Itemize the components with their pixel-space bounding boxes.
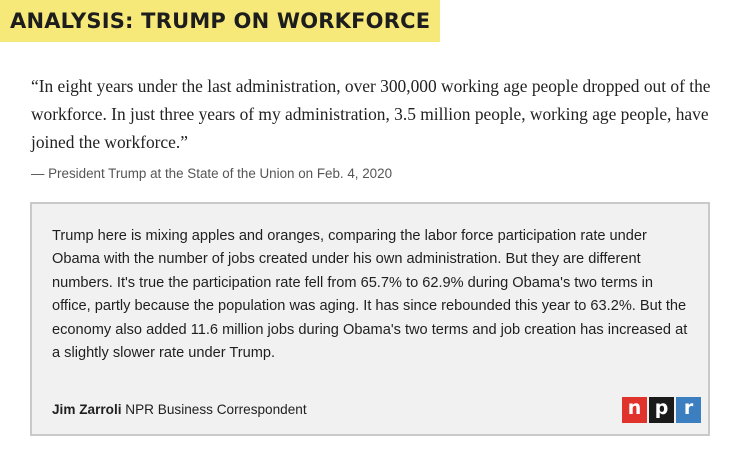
quote-attribution: — President Trump at the State of the Union on Feb. 4, 2020 xyxy=(31,166,393,181)
author-title: NPR Business Correspondent xyxy=(125,402,307,417)
npr-logo-letter-r: r xyxy=(676,397,701,423)
author-name: Jim Zarroli xyxy=(52,402,122,417)
banner-title: ANALYSIS: TRUMP ON WORKFORCE xyxy=(10,9,431,33)
npr-logo-icon xyxy=(622,397,701,423)
quote-text: “In eight years under the last administration, over 300,000 working age people dropped out of the workforce. In just three years of my administration, 3.5 million people, working age people, have joined the workforce.” xyxy=(31,76,711,152)
analysis-body: Trump here is mixing apples and oranges, comparing the labor force participation rate under Obama with the number of jobs created under his own administration. But they are different numbers. It's true the participation rate fell from 65.7% to 62.9% during Obama's two terms in office, partly because the population was aging. It has since rebounded this year to 63.2%. But the economy also added 11.6 million jobs during Obama's two terms and job creation has increased at a slightly slower rate under Trump. xyxy=(52,228,688,362)
analysis-card xyxy=(30,202,710,436)
npr-logo-letter-n: n xyxy=(622,397,647,423)
author-byline xyxy=(52,402,307,417)
npr-logo-letter-p: p xyxy=(649,397,674,423)
analysis-banner xyxy=(0,0,440,42)
